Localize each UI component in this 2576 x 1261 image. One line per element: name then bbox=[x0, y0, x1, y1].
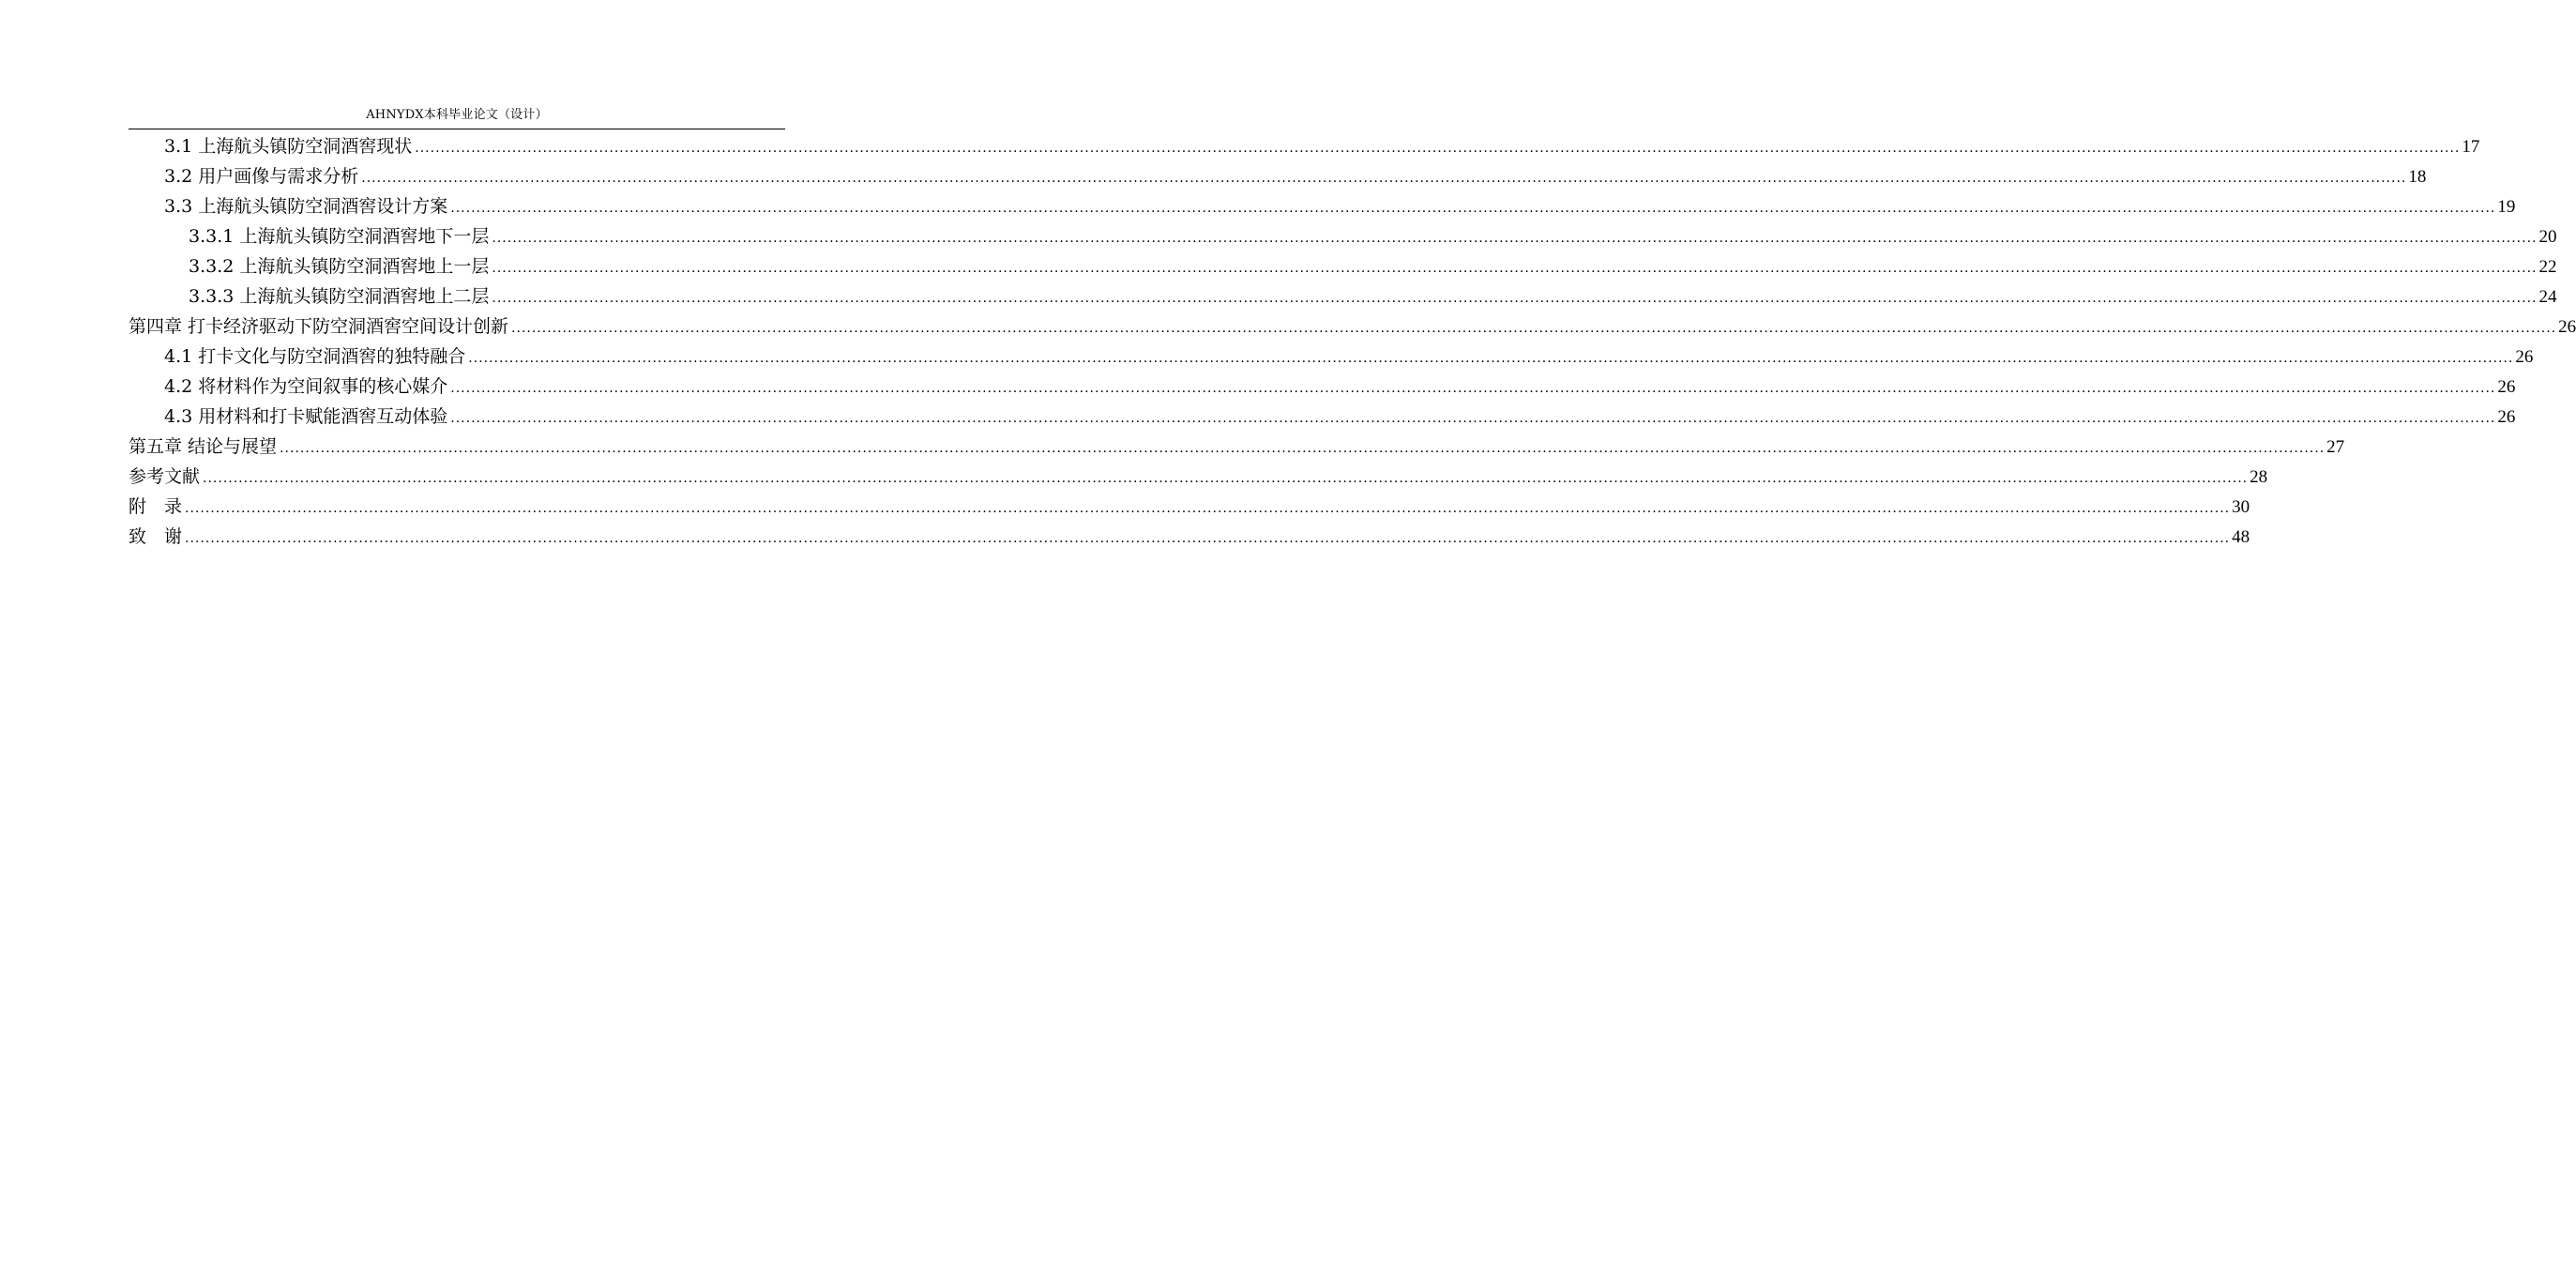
toc-entry-page: 19 bbox=[2497, 197, 2516, 217]
toc-leader-dots: ................................................................................................................................................................................................................................................................................................................................................................................................................ bbox=[450, 411, 2496, 426]
toc-entry-page: 26 bbox=[2497, 377, 2516, 397]
toc-entry-title: 3.3 上海航头镇防空洞酒窖设计方案 bbox=[164, 196, 448, 217]
toc-entry-page: 28 bbox=[2250, 467, 2268, 487]
toc-entry-page: 17 bbox=[2462, 137, 2480, 157]
toc-entry[interactable] bbox=[129, 462, 2268, 492]
toc-entry-page: 20 bbox=[2538, 227, 2557, 247]
toc-leader-dots: ................................................................................................................................................................................................................................................................................................................................................................................................................ bbox=[280, 441, 2326, 456]
running-header: AHNYDX本科毕业论文（设计） bbox=[366, 108, 548, 122]
toc-entry-title: 第四章 打卡经济驱动下防空洞酒窖空间设计创新 bbox=[129, 316, 509, 337]
toc-entry-title: 3.3.2 上海航头镇防空洞酒窖地上一层 bbox=[189, 256, 490, 277]
toc-entry[interactable] bbox=[129, 492, 2250, 522]
toc-leader-dots: ................................................................................................................................................................................................................................................................................................................................................................................................................ bbox=[450, 201, 2496, 216]
toc-entry-title: 3.2 用户画像与需求分析 bbox=[164, 166, 359, 187]
toc-entry-page: 30 bbox=[2232, 497, 2250, 517]
toc-entry-page: 27 bbox=[2326, 437, 2345, 457]
toc-entry-title: 第五章 结论与展望 bbox=[129, 436, 278, 457]
toc-leader-dots: ................................................................................................................................................................................................................................................................................................................................................................................................................ bbox=[203, 471, 2249, 486]
toc-entry[interactable] bbox=[129, 432, 2345, 462]
toc-entry-page: 24 bbox=[2538, 287, 2557, 307]
toc-leader-dots: ................................................................................................................................................................................................................................................................................................................................................................................................................ bbox=[185, 501, 2231, 516]
toc-entry[interactable] bbox=[129, 161, 2427, 191]
toc-entry-title: 致 谢 bbox=[129, 526, 183, 547]
toc-leader-dots: ................................................................................................................................................................................................................................................................................................................................................................................................................ bbox=[415, 141, 2461, 156]
toc-entry-title: 4.2 将材料作为空间叙事的核心媒介 bbox=[164, 376, 448, 397]
toc-entry-title: 3.3.1 上海航头镇防空洞酒窖地下一层 bbox=[189, 226, 490, 247]
toc-entry-title: 3.1 上海航头镇防空洞酒窖现状 bbox=[164, 136, 413, 157]
toc-entry-title: 3.3.3 上海航头镇防空洞酒窖地上二层 bbox=[189, 286, 490, 307]
toc-entry-page: 26 bbox=[2515, 347, 2534, 367]
toc-entry[interactable] bbox=[129, 191, 2516, 221]
toc-entry[interactable] bbox=[129, 402, 2516, 432]
toc-entry-title: 4.1 打卡文化与防空洞酒窖的独特融合 bbox=[164, 346, 466, 367]
toc-entry[interactable] bbox=[129, 372, 2516, 402]
toc-leader-dots: ................................................................................................................................................................................................................................................................................................................................................................................................................ bbox=[468, 351, 2514, 366]
toc-leader-dots: ................................................................................................................................................................................................................................................................................................................................................................................................................ bbox=[511, 321, 2557, 336]
toc-entry-page: 18 bbox=[2408, 167, 2427, 187]
toc-entry[interactable] bbox=[129, 131, 2480, 161]
toc-entry[interactable] bbox=[129, 342, 2534, 372]
toc-entry[interactable] bbox=[129, 221, 2557, 251]
toc-entry[interactable] bbox=[129, 522, 2250, 552]
toc-entry-page: 48 bbox=[2232, 527, 2250, 547]
toc-entry-title: 参考文献 bbox=[129, 466, 201, 487]
toc-entry-title: 4.3 用材料和打卡赋能酒窖互动体验 bbox=[164, 406, 448, 427]
toc-entry[interactable] bbox=[129, 251, 2557, 281]
toc-entry[interactable] bbox=[129, 311, 2576, 342]
toc-leader-dots: ................................................................................................................................................................................................................................................................................................................................................................................................................ bbox=[361, 171, 2407, 186]
toc-entry[interactable] bbox=[129, 281, 2557, 311]
toc-leader-dots: ................................................................................................................................................................................................................................................................................................................................................................................................................ bbox=[492, 231, 2538, 246]
toc-entry-page: 22 bbox=[2538, 257, 2557, 277]
toc-entry-page: 26 bbox=[2558, 317, 2576, 337]
toc-leader-dots: ................................................................................................................................................................................................................................................................................................................................................................................................................ bbox=[185, 531, 2231, 546]
toc-entry-page: 26 bbox=[2497, 407, 2516, 427]
toc-leader-dots: ................................................................................................................................................................................................................................................................................................................................................................................................................ bbox=[492, 291, 2538, 306]
toc-leader-dots: ................................................................................................................................................................................................................................................................................................................................................................................................................ bbox=[450, 381, 2496, 396]
toc-leader-dots: ................................................................................................................................................................................................................................................................................................................................................................................................................ bbox=[492, 261, 2538, 276]
toc-entry-title: 附 录 bbox=[129, 496, 183, 517]
table-of-contents bbox=[129, 131, 2576, 552]
